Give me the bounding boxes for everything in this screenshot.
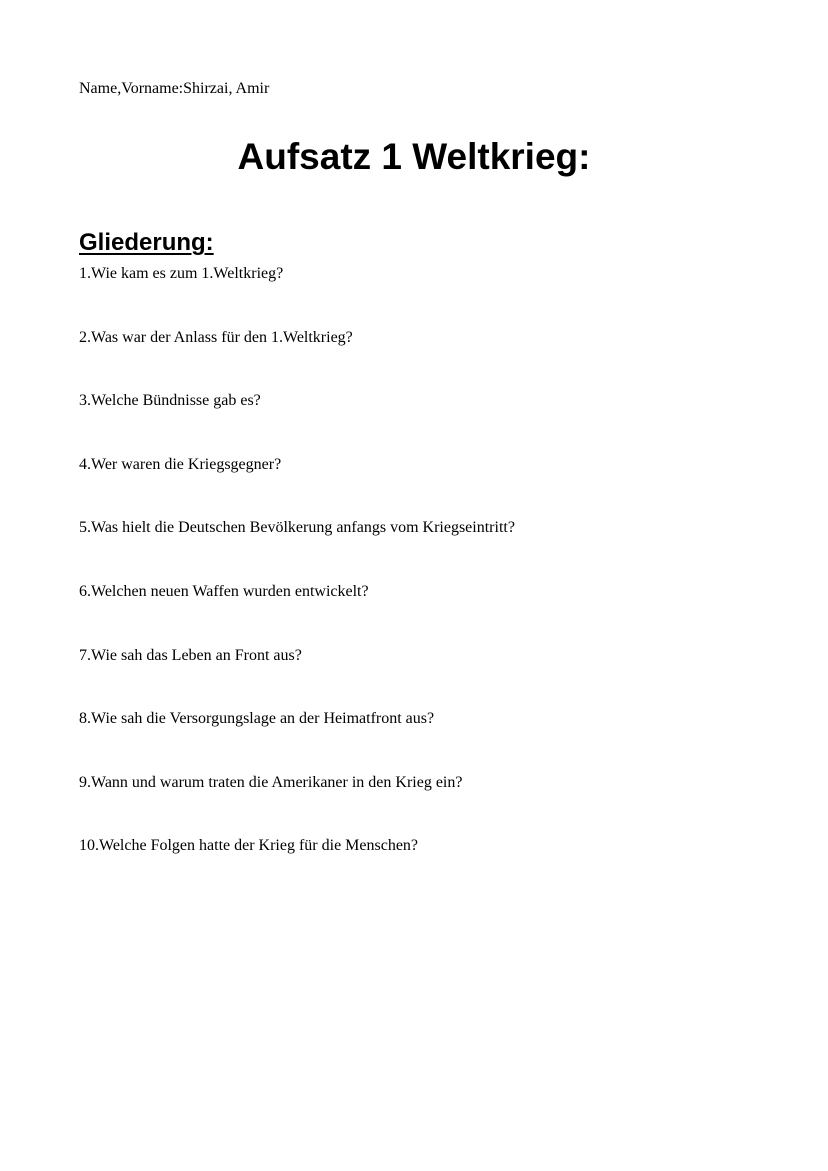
outline-item: 9.Wann und warum traten die Amerikaner in den Krieg ein?	[79, 773, 463, 791]
outline-item: 7.Wie sah das Leben an Front aus?	[79, 646, 302, 664]
outline-item: 5.Was hielt die Deutschen Bevölkerung anfangs vom Kriegseintritt?	[79, 519, 515, 537]
outline-item: 2.Was war der Anlass für den 1.Weltkrieg?	[79, 328, 353, 346]
outline-item: 8.Wie sah die Versorgungslage an der Heimatfront aus?	[79, 710, 435, 728]
outline-list	[79, 264, 515, 900]
outline-item: 4.Wer waren die Kriegsgegner?	[79, 455, 282, 473]
outline-item: 3.Welche Bündnisse gab es?	[79, 392, 261, 410]
outline-item: 1.Wie kam es zum 1.Weltkrieg?	[79, 265, 284, 282]
outline-item: 6.Welchen neuen Waffen wurden entwickelt?	[79, 582, 369, 600]
essay-title: Aufsatz 1 Weltkrieg:	[237, 136, 591, 177]
student-name-line: Name,Vorname:Shirzai, Amir	[79, 80, 270, 97]
outline-item: 10.Welche Folgen hatte der Krieg für die Menschen?	[79, 837, 419, 855]
outline-heading: Gliederung:	[79, 229, 214, 256]
